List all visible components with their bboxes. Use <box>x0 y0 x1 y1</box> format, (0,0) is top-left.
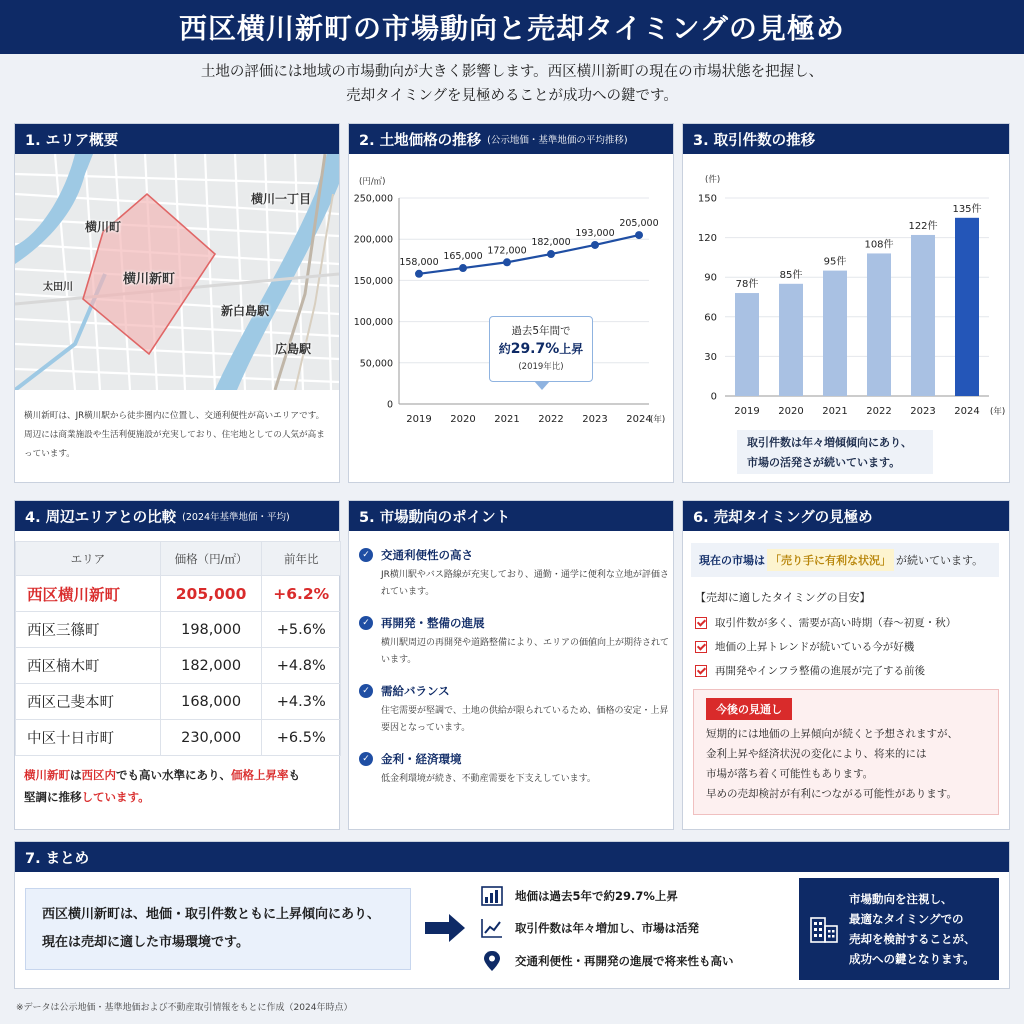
outlook-line: 短期的には地価の上昇傾向が続くと予想されますが、 <box>706 728 958 740</box>
price-data-point <box>503 258 511 266</box>
y-tick-label: 60 <box>704 312 717 324</box>
map-label-shinhakushima: 新白島駅 <box>221 304 270 318</box>
checkbox-icon <box>695 641 707 653</box>
map-label-town: 横川新町 <box>123 272 176 287</box>
guide-item-text: 取引件数が多く、需要が高い時期（春〜初夏・秋） <box>715 617 957 629</box>
column-header-yoy: 前年比 <box>262 542 341 576</box>
table-row <box>16 576 341 612</box>
table-row <box>16 684 341 720</box>
check-circle-icon: ✓ <box>359 752 373 766</box>
note-part-b: は <box>70 768 82 782</box>
key-message-box <box>799 878 999 980</box>
transaction-data-label: 108件 <box>864 239 894 251</box>
cell-area: 西区楠木町 <box>16 648 161 684</box>
cell-price: 168,000 <box>160 684 262 720</box>
timing-panel <box>682 500 1010 830</box>
cell-price: 198,000 <box>160 612 262 648</box>
comparison-note <box>24 764 334 808</box>
transaction-bar <box>955 218 979 396</box>
guide-item <box>695 615 956 630</box>
y-axis-unit-label: (円/㎡) <box>359 177 386 187</box>
summary-panel <box>14 841 1010 989</box>
transactions-note-line-1: 取引件数は年々増傾傾向にあり、 <box>747 436 912 449</box>
price-data-point <box>415 270 423 278</box>
price-data-label: 165,000 <box>443 251 483 263</box>
key-message-text <box>849 889 995 969</box>
bar-chart-icon <box>481 886 503 906</box>
transaction-bar <box>823 271 847 396</box>
price-data-point <box>459 264 467 272</box>
guide-item <box>695 663 925 678</box>
callout-prefix: 約 <box>498 342 511 356</box>
now-highlight: 「売り手に有利な状況」 <box>767 549 894 571</box>
checkbox-icon <box>695 665 707 677</box>
price-data-label: 172,000 <box>487 245 527 257</box>
summary-line-1: 西区横川新町は、地価・取引件数ともに上昇傾向にあり、 <box>42 907 381 922</box>
transactions-panel <box>682 123 1010 483</box>
cell-price: 230,000 <box>160 720 262 756</box>
cell-yoy: +4.3% <box>262 684 341 720</box>
timing-heading: 6. 売却タイミングの見極め <box>683 501 1009 531</box>
transaction-data-label: 95件 <box>823 256 847 268</box>
cell-yoy: +6.5% <box>262 720 341 756</box>
column-header-price: 価格（円/㎡） <box>160 542 262 576</box>
transaction-data-label: 78件 <box>735 279 759 291</box>
market-point-title: 交通利便性の高さ <box>381 548 473 562</box>
price-trend-subtitle: (公示地価・基準地価の平均推移) <box>487 135 628 146</box>
note-part-c: 西区内 <box>81 768 116 782</box>
price-data-label: 193,000 <box>575 227 615 239</box>
comparison-title: 4. 周辺エリアとの比較 <box>25 509 177 526</box>
current-market-status <box>691 543 999 577</box>
building-icon <box>809 912 839 944</box>
y-tick-label: 250,000 <box>353 193 393 205</box>
callout-line-1: 過去5年間で <box>511 325 571 337</box>
x-tick-label: 2020 <box>450 414 476 425</box>
table-row <box>16 612 341 648</box>
transaction-data-label: 122件 <box>908 220 938 232</box>
page-title: 西区横川新町の市場動向と売却タイミングの見極め <box>179 12 845 45</box>
area-map <box>15 154 339 390</box>
y-tick-label: 200,000 <box>353 234 393 246</box>
note-part-e: 価格上昇率 <box>231 768 289 782</box>
y-tick-label: 90 <box>704 272 717 284</box>
y-tick-label: 100,000 <box>353 317 393 329</box>
outlook-line: 市場が落ち着く可能性もあります。 <box>706 768 874 780</box>
transactions-bar-chart <box>683 154 1009 424</box>
y-tick-label: 150,000 <box>353 275 393 287</box>
market-point-title: 再開発・整備の進展 <box>381 616 485 630</box>
market-point-title: 金利・経済環境 <box>381 752 462 766</box>
checkbox-icon <box>695 617 707 629</box>
page-header <box>0 0 1024 54</box>
outlook-line: 金利上昇や経済状況の変化により、将来的には <box>706 748 927 760</box>
cell-area: 西区三篠町 <box>16 612 161 648</box>
transaction-data-label: 85件 <box>779 269 803 281</box>
note-part-h: しています。 <box>81 790 150 804</box>
transactions-note-line-2: 市場の活発さが続いています。 <box>747 456 901 469</box>
summary-heading: 7. まとめ <box>15 842 1009 872</box>
intro-line-2: 売却タイミングを見極めることが成功への鍵です。 <box>346 88 678 104</box>
y-tick-label: 150 <box>697 193 717 205</box>
summary-item <box>481 950 734 972</box>
cell-yoy: +6.2% <box>262 576 341 612</box>
market-point-item <box>359 615 669 669</box>
x-tick-label: 2024 <box>954 406 980 417</box>
area-description: 横川新町は、JR横川駅から徒歩圏内に位置し、交通利便性が高いエリアです。周辺には商業施設や生活利便施設が充実しており、住宅地としての人気が高まっています。 <box>24 411 325 459</box>
x-tick-label: 2021 <box>822 406 848 417</box>
now-prefix: 現在の市場は <box>699 554 765 567</box>
price-data-point <box>547 250 555 258</box>
cell-yoy: +4.8% <box>262 648 341 684</box>
market-points-panel <box>348 500 674 830</box>
x-tick-label: 2022 <box>866 406 892 417</box>
price-data-point <box>635 231 643 239</box>
market-point-title-row <box>359 615 669 631</box>
note-part-g: 堅調に推移 <box>24 790 82 804</box>
arrow-right-icon <box>425 914 465 942</box>
outlook-text <box>706 724 996 804</box>
x-tick-label: 2023 <box>910 406 936 417</box>
callout-line-3: (2019年比) <box>518 362 564 372</box>
y-tick-label: 0 <box>386 399 393 411</box>
market-point-desc: 低金利環境が続き、不動産需要を下支えしています。 <box>381 774 596 784</box>
map-label-yokogawa: 横川一丁目 <box>251 192 312 206</box>
callout-line-2 <box>490 340 592 357</box>
summary-box <box>25 888 411 970</box>
transaction-bar <box>735 293 759 396</box>
transaction-data-label: 135件 <box>952 203 982 215</box>
guide-title: 【売却に適したタイミングの目安】 <box>695 591 871 604</box>
x-tick-label: 2023 <box>582 414 608 425</box>
cell-area: 西区己斐本町 <box>16 684 161 720</box>
price-data-label: 205,000 <box>619 218 659 230</box>
y-tick-label: 50,000 <box>359 358 393 370</box>
note-part-f: も <box>288 768 300 782</box>
y-axis-unit-label: (件) <box>705 175 721 185</box>
y-tick-label: 0 <box>710 391 717 403</box>
callout-suffix: 上昇 <box>559 342 584 356</box>
outlook-line: 早めの売却検討が有利につながる可能性があります。 <box>706 788 957 800</box>
key-message-line: 最適なタイミングでの <box>849 912 964 926</box>
x-axis-unit-label: (年) <box>650 415 666 425</box>
y-tick-label: 120 <box>697 233 717 245</box>
comparison-heading <box>15 501 339 531</box>
price-callout <box>489 316 593 382</box>
guide-item <box>695 639 914 654</box>
comparison-subtitle: (2024年基準地価・平均) <box>182 512 290 523</box>
callout-value: 29.7% <box>510 341 560 357</box>
key-message-line: 売却を検討することが、 <box>849 932 976 946</box>
price-trend-panel <box>348 123 674 483</box>
x-tick-label: 2021 <box>494 414 520 425</box>
cell-price: 182,000 <box>160 648 262 684</box>
now-suffix: が続いています。 <box>896 554 984 567</box>
outlook-tag: 今後の見通し <box>706 698 792 720</box>
key-message-line: 成功への鍵となります。 <box>849 952 975 966</box>
key-message-line: 市場動向を注視し、 <box>849 892 953 906</box>
market-point-title-row <box>359 751 669 767</box>
market-point-title-row <box>359 683 669 699</box>
market-point-title-row <box>359 547 669 563</box>
transaction-bar <box>867 253 891 396</box>
summary-item <box>481 918 699 938</box>
summary-item-text: 地価は過去5年で約29.7%上昇 <box>515 889 678 903</box>
table-row <box>16 720 341 756</box>
cell-area: 西区横川新町 <box>16 576 161 612</box>
outlook-box <box>693 689 999 815</box>
intro-line-1: 土地の評価には地域の市場動向が大きく影響します。西区横川新町の現在の市場状態を把握し、 <box>200 64 824 80</box>
transaction-bar <box>911 235 935 396</box>
price-trend-heading <box>349 124 673 154</box>
price-data-label: 158,000 <box>399 256 439 268</box>
comparison-table <box>15 541 341 756</box>
summary-line-2: 現在は売却に適した市場環境です。 <box>42 935 249 950</box>
intro-text <box>0 60 1024 108</box>
column-header-area: エリア <box>16 542 161 576</box>
price-trend-title: 2. 土地価格の推移 <box>359 132 482 149</box>
guide-item-text: 地価の上昇トレンドが続いている今が好機 <box>715 641 915 653</box>
comparison-panel <box>14 500 340 830</box>
cell-yoy: +5.6% <box>262 612 341 648</box>
summary-item-text: 取引件数は年々増加し、市場は活発 <box>515 921 699 935</box>
check-circle-icon: ✓ <box>359 684 373 698</box>
x-tick-label: 2019 <box>406 414 432 425</box>
transactions-note <box>737 430 933 474</box>
check-circle-icon: ✓ <box>359 616 373 630</box>
map-label-river: 太田川 <box>43 282 73 293</box>
market-points-heading: 5. 市場動向のポイント <box>349 501 673 531</box>
y-tick-label: 30 <box>704 351 717 363</box>
map-label-hiroshima: 広島駅 <box>275 342 312 356</box>
location-pin-icon <box>481 950 503 972</box>
x-tick-label: 2022 <box>538 414 564 425</box>
table-header-row <box>16 542 341 576</box>
x-tick-label: 2020 <box>778 406 804 417</box>
footer-note: ※データは公示地価・基準地価および不動産取引情報をもとに作成（2024年時点） <box>16 1003 353 1013</box>
price-data-label: 182,000 <box>531 237 571 249</box>
transactions-heading: 3. 取引件数の推移 <box>683 124 1009 154</box>
guide-item-text: 再開発やインフラ整備の進展が完了する前後 <box>715 665 925 677</box>
cell-price: 205,000 <box>160 576 262 612</box>
note-part-a: 横川新町 <box>24 768 70 782</box>
note-part-d: でも高い水準にあり、 <box>116 768 231 782</box>
market-point-item <box>359 751 669 788</box>
trend-line-icon <box>481 918 503 938</box>
market-point-desc: 住宅需要が堅調で、土地の供給が限られているため、価格の安定・上昇要因となっています。 <box>381 706 669 733</box>
callout-pointer <box>534 381 550 390</box>
cell-area: 中区十日市町 <box>16 720 161 756</box>
market-point-title: 需給バランス <box>381 684 450 698</box>
map-label-north: 横川町 <box>85 220 122 234</box>
area-overview-panel <box>14 123 340 483</box>
market-point-desc: 横川駅周辺の再開発や道路整備により、エリアの価値向上が期待されています。 <box>381 638 670 665</box>
x-tick-label: 2024 <box>626 414 652 425</box>
transaction-bar <box>779 284 803 396</box>
area-overview-heading: 1. エリア概要 <box>15 124 339 154</box>
x-tick-label: 2019 <box>734 406 760 417</box>
market-point-item <box>359 547 669 601</box>
price-data-point <box>591 241 599 249</box>
table-row <box>16 648 341 684</box>
summary-item-text: 交通利便性・再開発の進展で将来性も高い <box>515 954 734 968</box>
x-axis-unit-label: (年) <box>990 407 1006 417</box>
check-circle-icon: ✓ <box>359 548 373 562</box>
summary-item <box>481 886 678 906</box>
market-point-item <box>359 683 669 737</box>
market-point-desc: JR横川駅やバス路線が充実しており、通勤・通学に便利な立地が評価されています。 <box>381 570 669 597</box>
